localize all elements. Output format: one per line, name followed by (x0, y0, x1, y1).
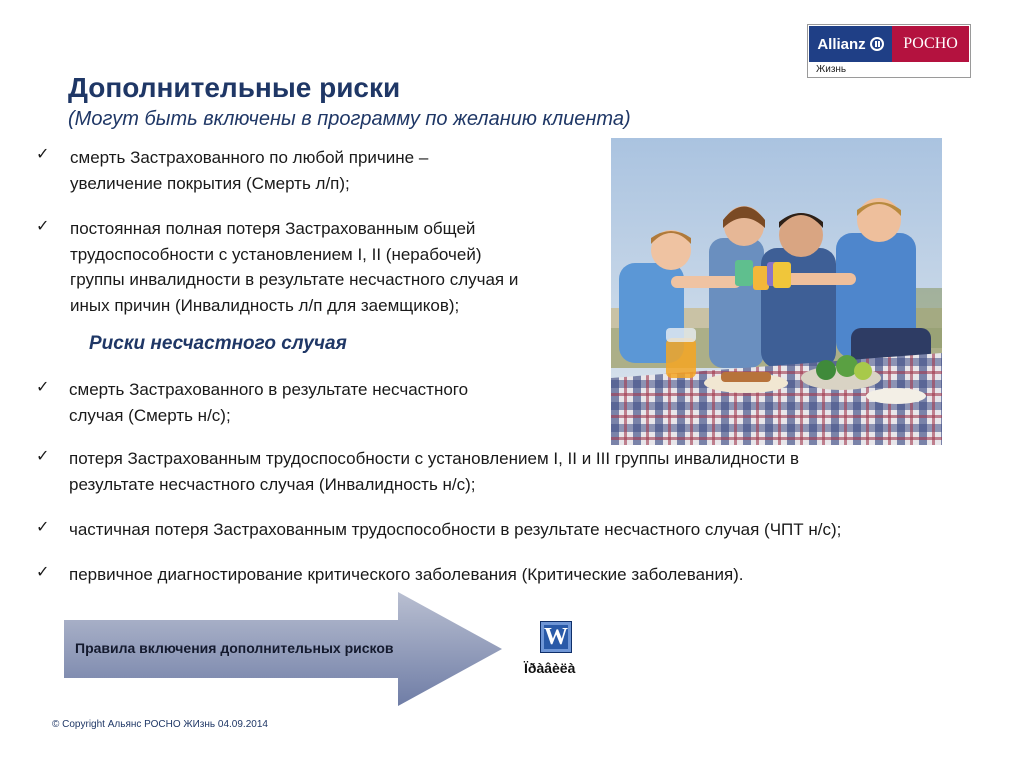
risk-item-critical-illness (69, 562, 744, 588)
risk-item-accidental-death (69, 377, 468, 428)
risk-item-line: группы инвалидности в результате несчастного случая и (70, 270, 519, 289)
risk-item-line: увеличение покрытия (Смерть л/п); (70, 173, 350, 193)
copyright-footer: © Copyright Альянс РОСНО ЖИзнь 04.09.2014 (52, 719, 268, 730)
check-icon: ✓ (36, 379, 50, 396)
risk-item-accidental-disability (69, 446, 799, 497)
word-document-icon[interactable]: W (540, 621, 572, 653)
allianz-brand-text: Allianz (817, 35, 866, 53)
page-title: Дополнительные риски (68, 72, 401, 103)
page-subtitle: (Могут быть включены в программу по желанию клиента) (68, 108, 631, 130)
section-title-accident-risks: Риски несчастного случая (89, 333, 347, 354)
check-icon: ✓ (36, 218, 50, 235)
risk-item-line: иных причин (Инвалидность л/п для заемщиков); (70, 295, 460, 315)
risk-item-line: частичная потеря Застрахованным трудоспособности в результате несчастного случая (ЧПТ н/с); (69, 520, 842, 539)
company-logo (807, 24, 971, 78)
risk-item-line: результате несчастного случая (Инвалидность н/с); (69, 474, 476, 494)
family-picnic-photo (611, 138, 942, 445)
risk-item-partial-disability (69, 517, 841, 543)
check-icon: ✓ (36, 519, 50, 536)
risk-item-line: смерть Застрахованного по любой причине – (70, 148, 429, 167)
risk-item-death-any-cause (70, 145, 428, 196)
risk-item-line: трудоспособности с установлением I, II (нерабочей) (70, 244, 482, 264)
risk-item-line: смерть Застрахованного в результате несчастного (69, 380, 469, 399)
word-document-label[interactable]: Ïðàâèëà (524, 660, 576, 676)
risk-item-disability-any-cause (70, 216, 518, 318)
risk-item-line: потеря Застрахованным трудоспособности с установлением I, II и III группы инвалидности в (69, 449, 800, 468)
check-icon: ✓ (36, 448, 50, 465)
risk-item-line: первичное диагностирование критического заболевания (Критические заболевания). (69, 565, 744, 584)
check-icon: ✓ (36, 564, 50, 581)
allianz-eagle-icon (870, 37, 884, 51)
include-risks-rules-label[interactable]: Правила включения дополнительных рисков (75, 640, 394, 656)
logo-subbrand: Жизнь (816, 64, 847, 75)
risk-item-line: постоянная полная потеря Застрахованным общей (70, 219, 476, 238)
check-icon: ✓ (36, 146, 50, 163)
allianz-logo-block (809, 26, 892, 62)
risk-item-line: случая (Смерть н/с); (69, 405, 231, 425)
rosno-logo-block: РОСНО (892, 26, 969, 62)
